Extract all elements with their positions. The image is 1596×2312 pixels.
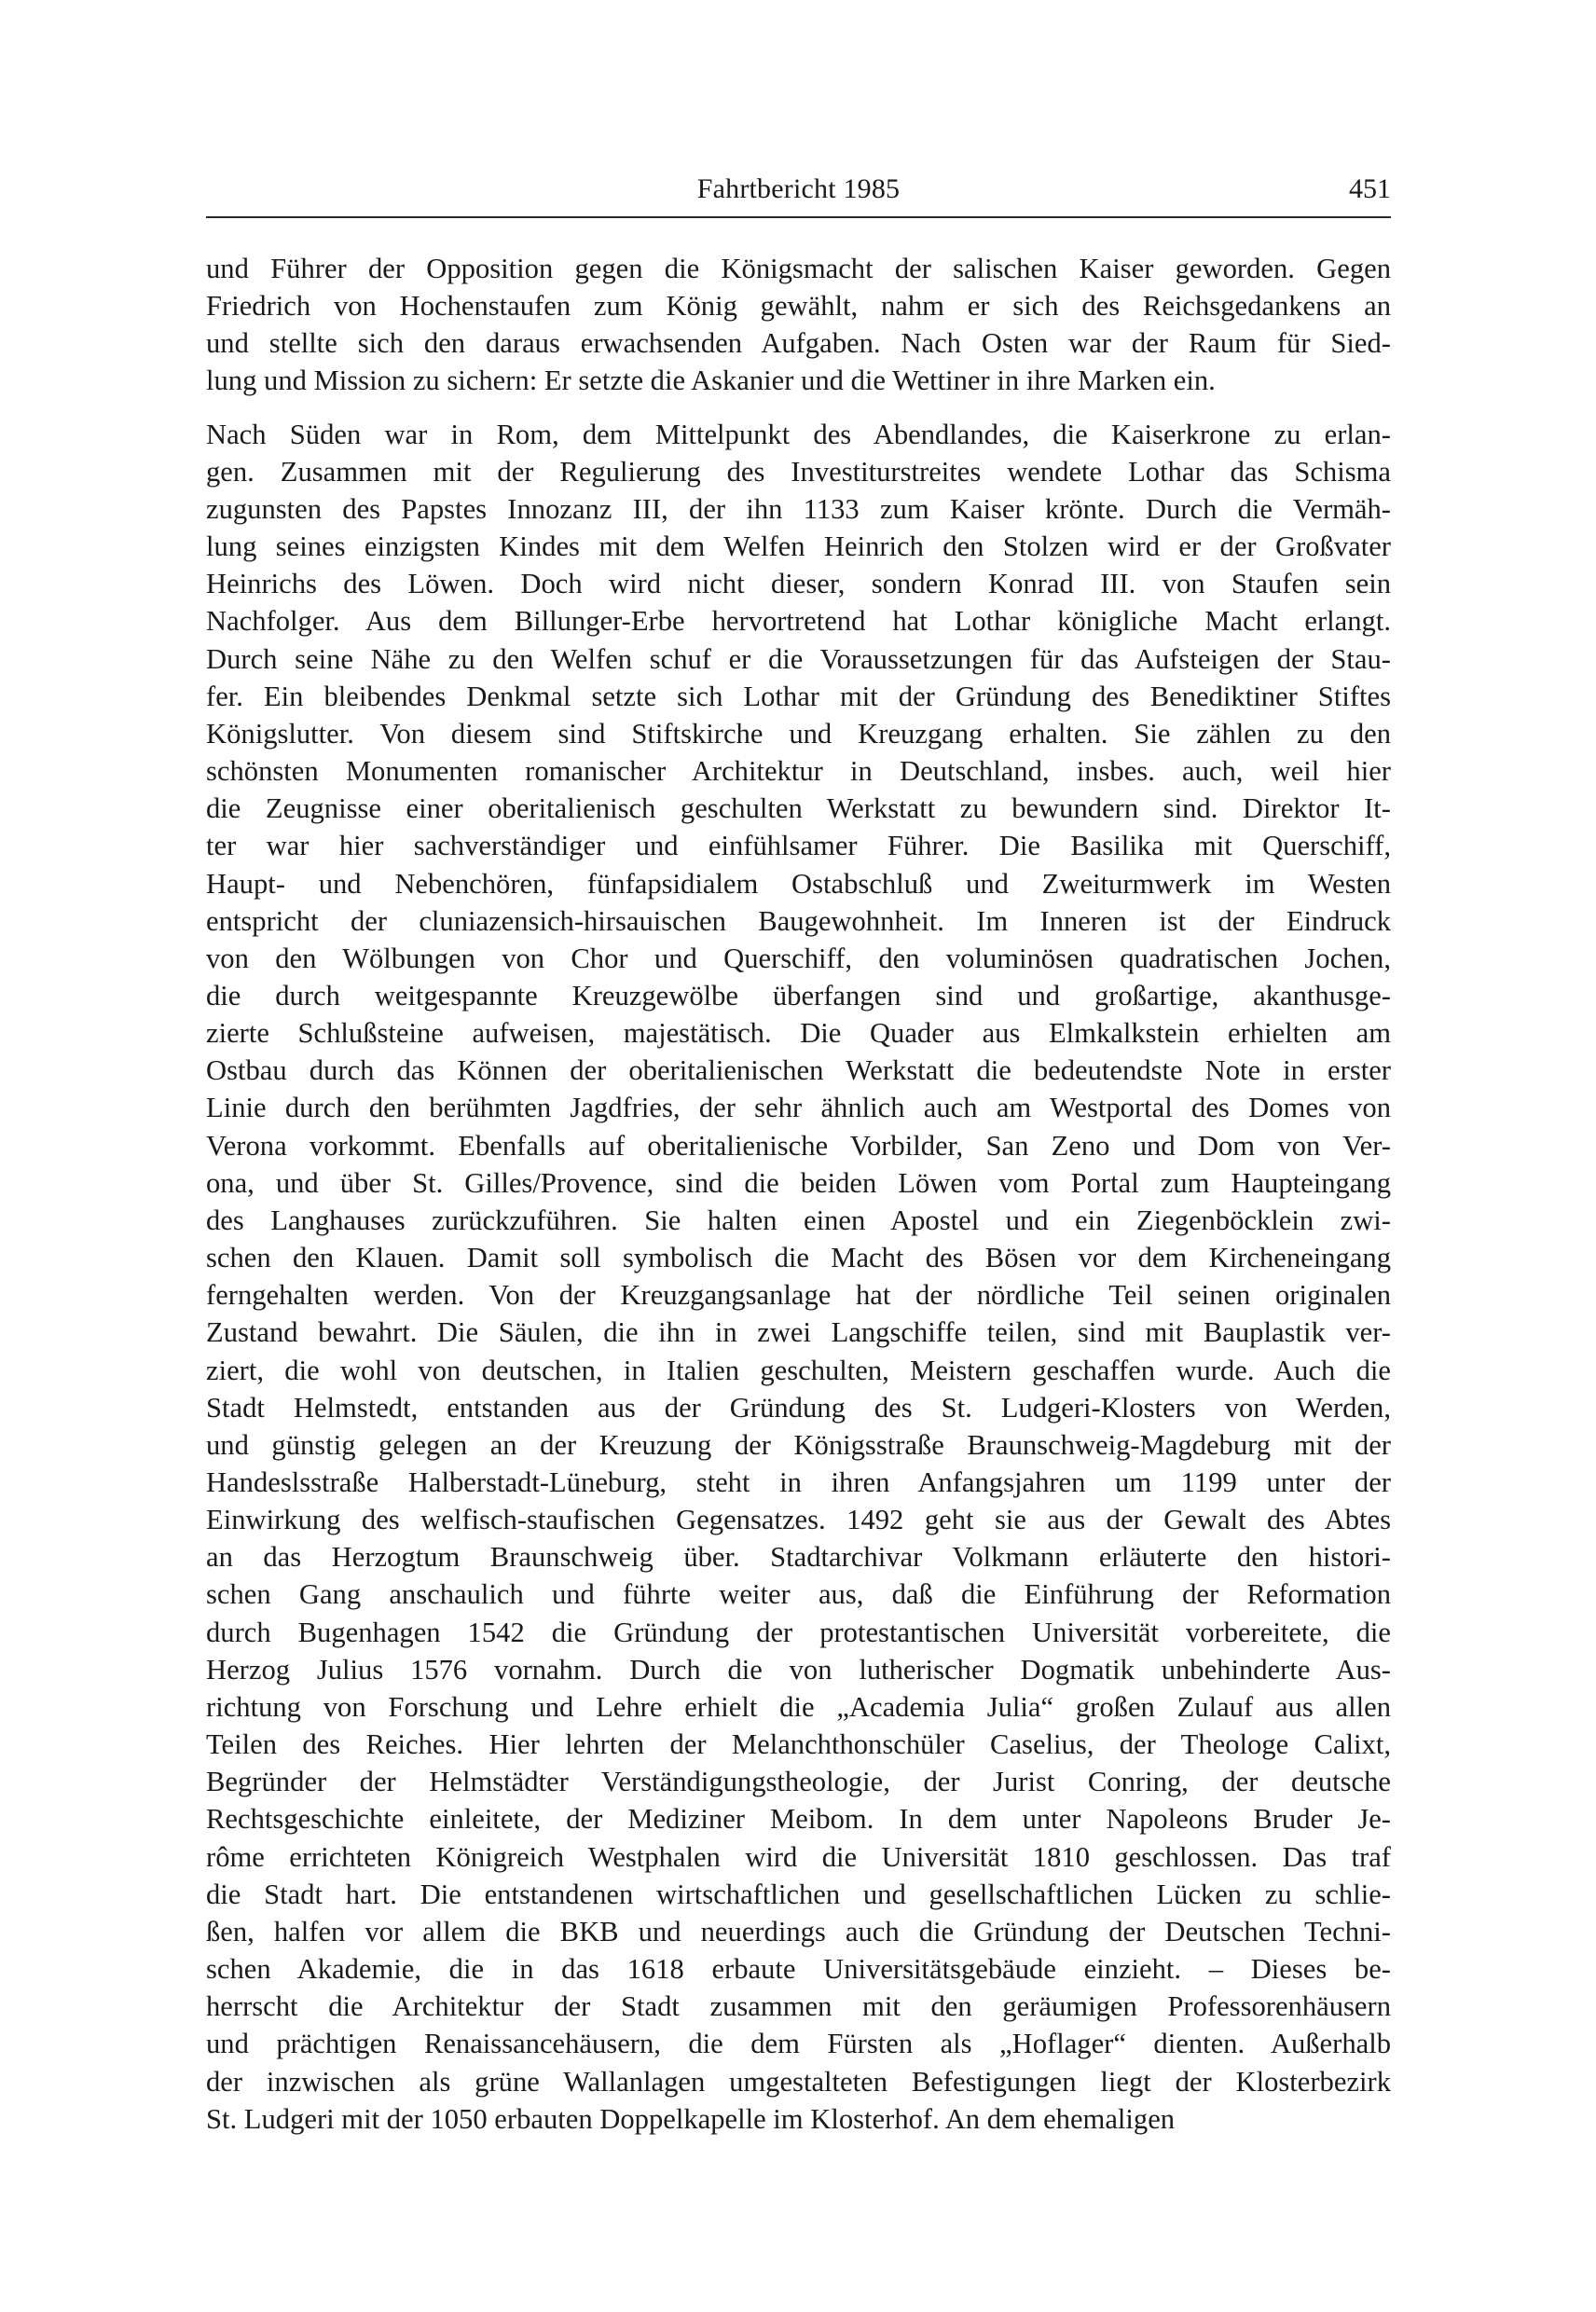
paragraph [206, 416, 1391, 2138]
text-line: Verona vorkommt. Ebenfalls auf oberitalienische Vorbilder, San Zeno und Dom von Ver- [206, 1129, 1391, 1162]
text-line: und prächtigen Renaissancehäusern, die dem Fürsten als „Hoflager“ dienten. Außerhalb [206, 2028, 1391, 2060]
text-line: zierte Schlußsteine aufweisen, majestätisch. Die Quader aus Elmkalkstein erhielten am [206, 1017, 1391, 1050]
text-line: Herzog Julius 1576 vornahm. Durch die von lutherischer Dogmatik unbehinderte Aus- [206, 1653, 1391, 1686]
text-line: ferngehalten werden. Von der Kreuzgangsanlage hat der nördliche Teil seinen originalen [206, 1279, 1391, 1312]
text-line: rôme errichteten Königreich Westphalen wird die Universität 1810 geschlossen. Das traf [206, 1840, 1391, 1873]
text-line: von den Wölbungen von Chor und Querschiff, den voluminösen quadratischen Jochen, [206, 942, 1391, 974]
text-line: und Führer der Opposition gegen die Königsmacht der salischen Kaiser geworden. Gegen [206, 253, 1391, 284]
header-title: Fahrtbericht 1985 [696, 173, 901, 204]
text-line: ßen, halfen vor allem die BKB und neuerdings auch die Gründung der Deutschen Techni- [206, 1915, 1391, 1947]
text-line: Handeslsstraße Halberstadt-Lüneburg, steht in ihren Anfangsjahren um 1199 unter der [206, 1466, 1391, 1498]
text-line: Stadt Helmstedt, entstanden aus der Gründung des St. Ludgeri-Klosters von Werden, [206, 1391, 1391, 1424]
text-line: der inzwischen als grüne Wallanlagen umgestalteten Befestigungen liegt der Klosterbezirk [206, 2065, 1391, 2098]
text-line: entspricht der cluniazensich-hirsauischen Baugewohnheit. Im Inneren ist der Eindruck [206, 904, 1391, 937]
running-header [206, 168, 1391, 218]
text-line: herrscht die Architektur der Stadt zusammen mit den geräumigen Professorenhäusern [206, 1990, 1391, 2023]
text-line: zugunsten des Papstes Innozanz III, der ihn 1133 zum Kaiser krönte. Durch die Vermäh- [206, 492, 1391, 525]
text-line: St. Ludgeri mit der 1050 erbauten Doppelkapelle im Klosterhof. An dem ehemaligen [206, 2102, 1176, 2135]
text-line: Ostbau durch das Können der oberitalienischen Werkstatt die bedeutendste Note in erster [206, 1054, 1391, 1087]
text-line: schen Akademie, die in das 1618 erbaute Universitätsgebäude einzieht. – Dieses be- [206, 1953, 1391, 1986]
text-line: ona, und über St. Gilles/Provence, sind die beiden Löwen vom Portal zum Haupteingang [206, 1166, 1391, 1199]
text-line: Linie durch den berühmten Jagdfries, der sehr ähnlich auch am Westportal des Domes von [206, 1092, 1391, 1124]
text-line: Rechtsgeschichte einleitete, der Mediziner Meibom. In dem unter Napoleons Bruder Je- [206, 1803, 1391, 1836]
text-line: Durch seine Nähe zu den Welfen schuf er die Voraussetzungen für das Aufsteigen der Stau- [206, 642, 1391, 675]
text-line: richtung von Forschung und Lehre erhielt die „Academia Julia“ großen Zulauf aus allen [206, 1690, 1391, 1723]
text-line: schen Gang anschaulich und führte weiter aus, daß die Einführung der Reformation [206, 1578, 1391, 1611]
text-line: des Langhauses zurückzuführen. Sie halten einen Apostel und ein Ziegenböcklein zwi- [206, 1204, 1391, 1236]
text-line: gen. Zusammen mit der Regulierung des Investiturstreites wendete Lothar das Schisma [206, 455, 1391, 488]
text-line: an das Herzogtum Braunschweig über. Stadtarchivar Volkmann erläuterte den histori- [206, 1541, 1391, 1574]
text-line: die Stadt hart. Die entstandenen wirtschaftlichen und gesellschaftlichen Lücken zu schlie- [206, 1878, 1391, 1910]
text-line: fer. Ein bleibendes Denkmal setzte sich Lothar mit der Gründung des Benediktiner Stiftes [206, 680, 1391, 712]
text-line: Zustand bewahrt. Die Säulen, die ihn in zwei Langschiffe teilen, sind mit Bauplastik ver- [206, 1316, 1391, 1349]
text-line: durch Bugenhagen 1542 die Gründung der protestantischen Universität vorbereitete, die [206, 1616, 1391, 1648]
text-line: Einwirkung des welfisch-staufischen Gegensatzes. 1492 geht sie aus der Gewalt des Abtes [206, 1504, 1391, 1536]
text-line: Heinrichs des Löwen. Doch wird nicht dieser, sondern Konrad III. von Staufen sein [206, 568, 1391, 600]
text-line: Teilen des Reiches. Hier lehrten der Melanchthonschüler Caselius, der Theologe Calixt, [206, 1728, 1391, 1761]
text-line: schönsten Monumenten romanischer Architektur in Deutschland, insbes. auch, weil hier [206, 755, 1391, 788]
text-line: Königslutter. Von diesem sind Stiftskirche und Kreuzgang erhalten. Sie zählen zu den [206, 717, 1391, 750]
text-line: die durch weitgespannte Kreuzgewölbe überfangen sind und großartige, akanthusge- [206, 979, 1391, 1012]
text-line: Friedrich von Hochenstaufen zum König gewählt, nahm er sich des Reichsgedankens an [206, 290, 1391, 323]
text-line: ziert, die wohl von deutschen, in Italien geschulten, Meistern geschaffen wurde. Auch die [206, 1354, 1391, 1386]
body-text [206, 250, 1391, 2138]
text-line: lung seines einzigsten Kindes mit dem Welfen Heinrich den Stolzen wird er der Großvater [206, 530, 1391, 563]
text-line: Begründer der Helmstädter Verständigungstheologie, der Jurist Conring, der deutsche [206, 1766, 1391, 1798]
text-line: ter war hier sachverständiger und einfühlsamer Führer. Die Basilika mit Querschiff, [206, 830, 1391, 862]
text-line: und günstig gelegen an der Kreuzung der Königsstraße Braunschweig-Magdeburg mit der [206, 1428, 1391, 1461]
text-line: schen den Klauen. Damit soll symbolisch die Macht des Bösen vor dem Kircheneingang [206, 1242, 1391, 1274]
text-line: Nach Süden war in Rom, dem Mittelpunkt des Abendlandes, die Kaiserkrone zu erlan- [206, 418, 1391, 450]
text-line: Haupt- und Nebenchören, fünfapsidialem Ostabschluß und Zweiturmwerk im Westen [206, 867, 1391, 900]
paragraph [206, 250, 1391, 400]
text-line: die Zeugnisse einer oberitalienisch geschulten Werkstatt zu bewundern sind. Direktor It- [206, 792, 1391, 825]
document-page [206, 168, 1391, 2138]
text-line: Nachfolger. Aus dem Billunger-Erbe hervortretend hat Lothar königliche Macht erlangt. [206, 605, 1391, 638]
page-number: 451 [1349, 173, 1391, 204]
text-line: und stellte sich den daraus erwachsenden Aufgaben. Nach Osten war der Raum für Sied- [206, 327, 1391, 360]
text-line: lung und Mission zu sichern: Er setzte die Askanier und die Wettiner in ihre Marken ein. [206, 365, 1216, 397]
